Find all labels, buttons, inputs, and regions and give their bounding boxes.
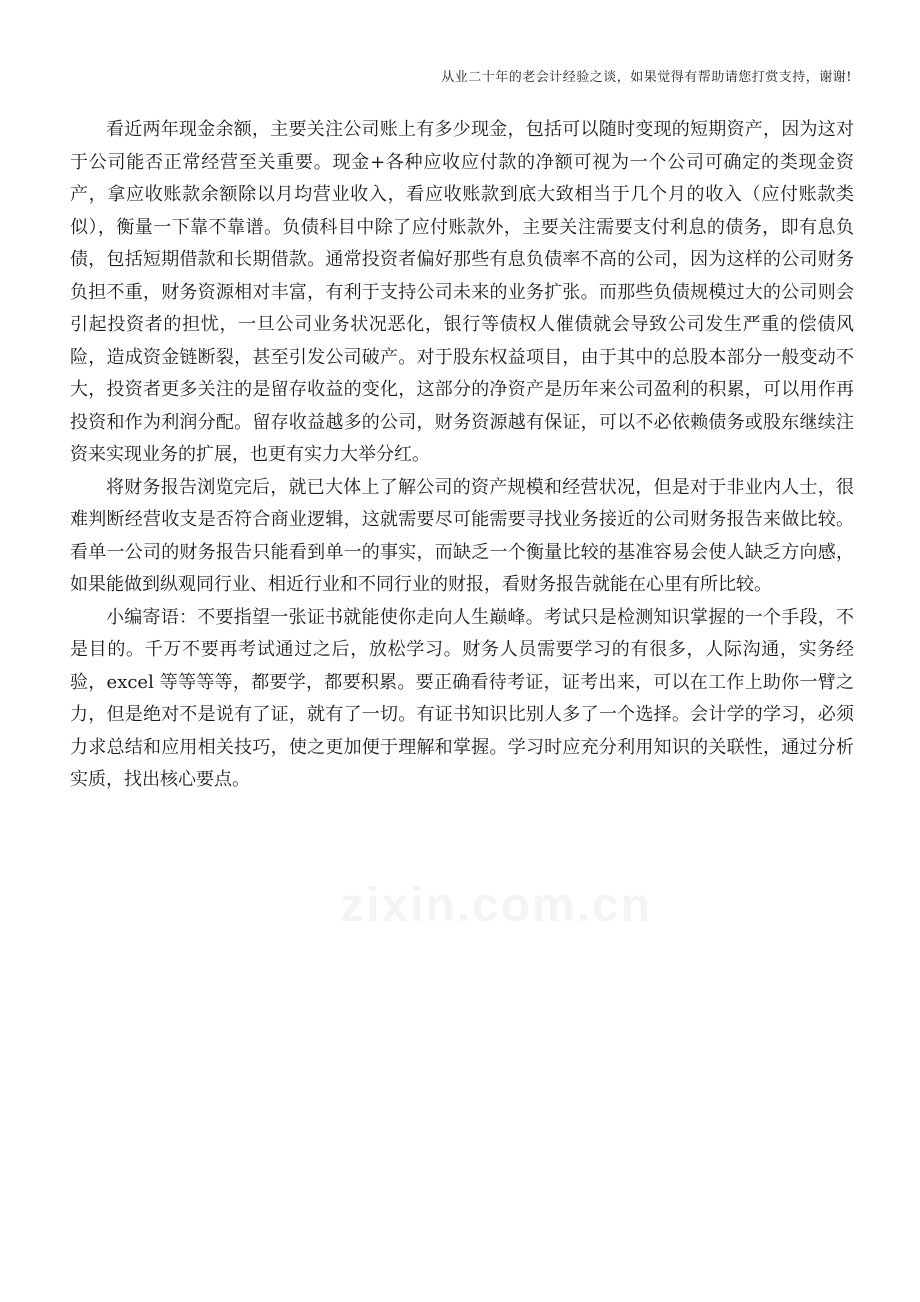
paragraph-report-comparison: 将财务报告浏览完后，就已大体上了解公司的资产规模和经营状况，但是对于非业内人士，很难判断经营收支是否符合商业逻辑，这就需要尽可能需要寻找业务接近的公司财务报告来做比较。看单一公司的财务报告只能看到单一的事实，而缺乏一个衡量比较的基准容易会使人缺乏方向感，如果能做到纵观同行业、相近行业和不同行业的财报，看财务报告就能在心里有所比较。 xyxy=(70,476,854,595)
paragraph-cash-analysis: 看近两年现金余额，主要关注公司账上有多少现金，包括可以随时变现的短期资产，因为这对于公司能否正常经营至关重要。现金+各种应收应付款的净额可视为一个公司可确定的类现金资产，拿应收账款余额除以月均营业收入，看应收账款到底大致相当于几个月的收入（应付账款类似），衡量一下靠不靠谱。负债科目中除了应付账款外，主要关注需要支付利息的债务，即有息负债，包括短期借款和长期借款。通常投资者偏好那些有息负债率不高的公司，因为这样的公司财务负担不重，财务资源相对丰富，有利于支持公司未来的业务扩张。而那些负债规模过大的公司则会引起投资者的担忧，一旦公司业务状况恶化，银行等债权人催债就会导致公司发生严重的偿债风险，造成资金链断裂，甚至引发公司破产。对于股东权益项目，由于其中的总股本部分一般变动不大，投资者更多关注的是留存收益的变化，这部分的净资产是历年来公司盈利的积累，可以用作再投资和作为利润分配。留存收益越多的公司，财务资源越有保证，可以不必依赖债务或股东继续注资来实现业务的扩展，也更有实力大举分红。 xyxy=(70,119,854,465)
header-note: 从业二十年的老会计经验之谈，如果觉得有帮助请您打赏支持，谢谢! xyxy=(441,70,852,85)
paragraph-editor-note: 小编寄语：不要指望一张证书就能使你走向人生巅峰。考试只是检测知识掌握的一个手段，不是目的。千万不要再考试通过之后，放松学习。财务人员需要学习的有很多，人际沟通，实务经验，excel 等等等等，都要学，都要积累。要正确看待考证，证考出来，可以在工作上助你一臂之力，但是绝对不是说有了证，就有了一切。有证书知识比别人多了一个选择。会计学的学习，必须力求总结和应用相关技巧，使之更加便于理解和掌握。学习时应充分利用知识的关联性，通过分析实质，找出核心要点。 xyxy=(70,606,854,790)
document-body xyxy=(70,114,854,797)
watermark: zixin.com.cn xyxy=(340,879,653,932)
